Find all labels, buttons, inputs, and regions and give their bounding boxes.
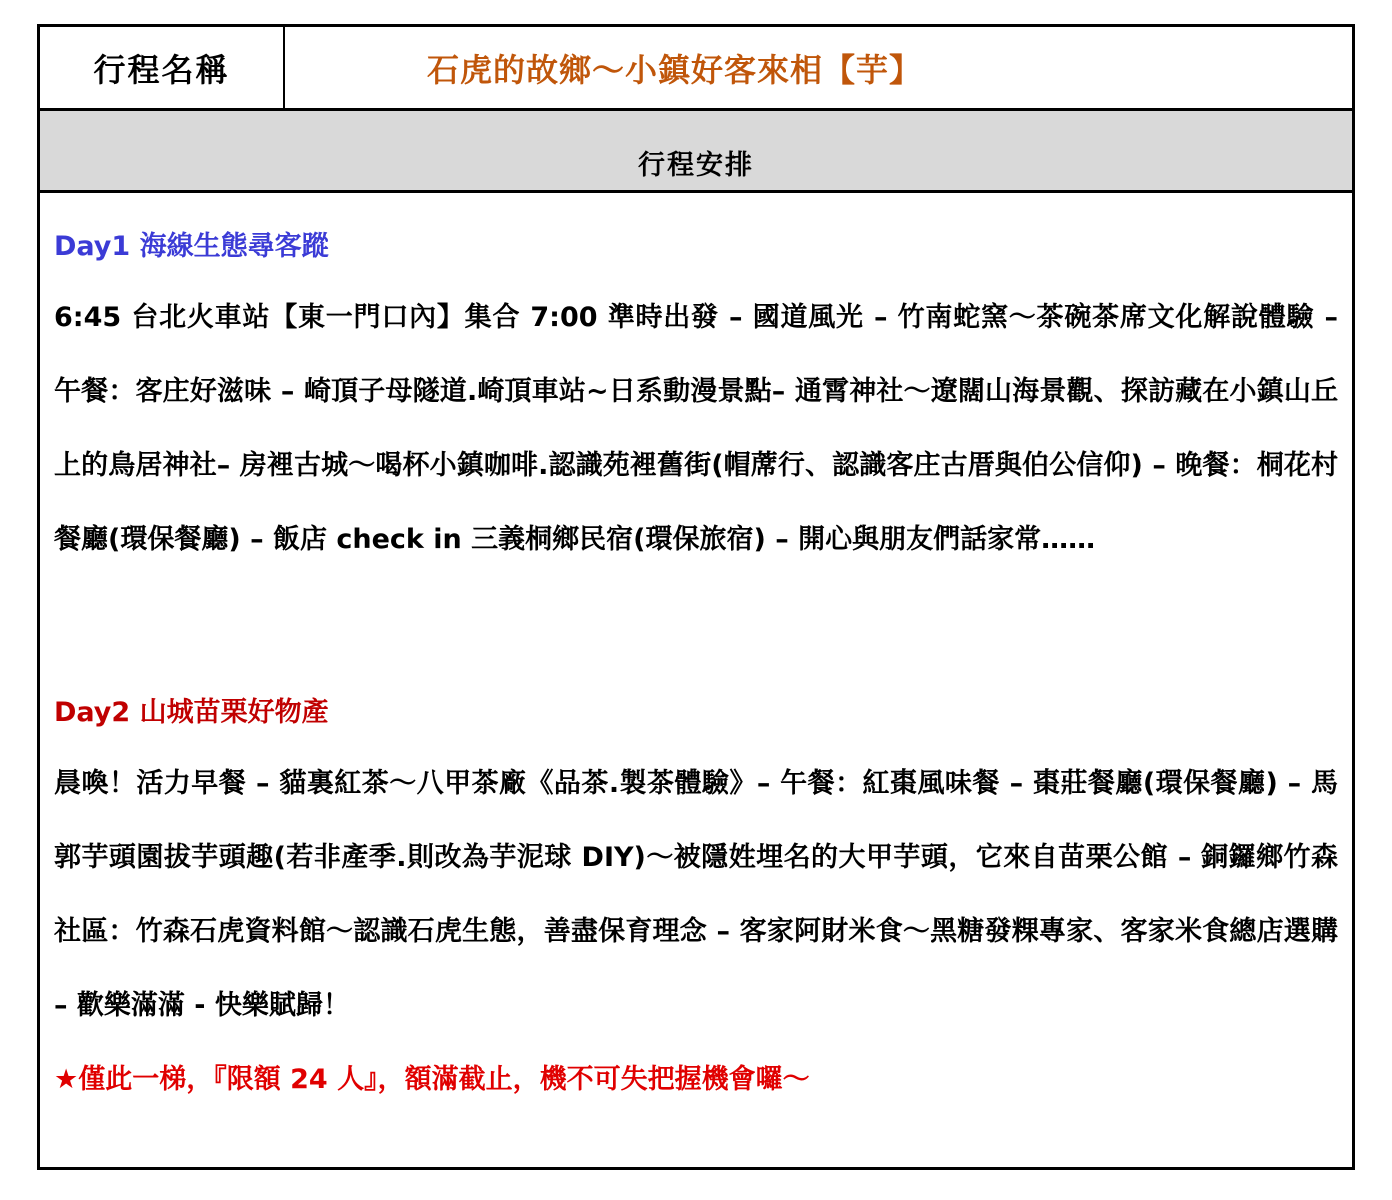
schedule-header-row <box>40 111 1352 193</box>
schedule-body <box>40 193 1352 1167</box>
itinerary-name-label-cell <box>40 27 285 108</box>
itinerary-name-row <box>40 27 1352 111</box>
day1-block <box>54 227 1338 577</box>
itinerary-table <box>37 24 1355 1170</box>
day2-heading: Day2 山城苗栗好物產 <box>54 697 329 728</box>
itinerary-name-label: 行程名稱 <box>93 50 230 89</box>
day2-description: 晨喚！活力早餐 – 貓裏紅茶～八甲茶廠《品茶.製茶體驗》– 午餐：紅棗風味餐 – 棗莊餐廳(環保餐廳) – 馬郭芋頭園拔芋頭趣(若非產季.則改為芋泥球 DIY)～被隱姓埋名的大甲芋頭，它來自苗栗公館 – 銅鑼鄉竹森社區：竹森石虎資料館～認識石虎生態，善盡保育理念 – 客家阿財米食～黑糖發粿專家、客家米食總店選購 – 歡樂滿滿 - 快樂賦歸！ <box>54 768 1338 1021</box>
limited-seats-note: ★僅此一梯，『限額 24 人』，額滿截止，機不可失把握機會囉～ <box>54 1064 810 1095</box>
itinerary-title: 石虎的故鄉～小鎮好客來相【芋】 <box>427 50 923 89</box>
itinerary-name-value-cell <box>285 27 1352 108</box>
day1-heading: Day1 海線生態尋客蹤 <box>54 231 329 262</box>
day1-description: 6:45 台北火車站【東一門口內】集合 7:00 準時出發 – 國道風光 – 竹南蛇窯～茶碗茶席文化解說體驗 – 午餐：客庄好滋味 – 崎頂子母隧道.崎頂車站~日系動漫景點– 通霄神社～遼闊山海景觀、探訪藏在小鎮山丘上的鳥居神社– 房裡古城～喝杯小鎮咖啡.認識苑裡舊街(帽蓆行、認識客庄古厝與伯公信仰) – 晚餐：桐花村餐廳(環保餐廳) – 飯店 check in 三義桐鄉民宿(環保旅宿) – 開心與朋友們話家常…… <box>54 302 1338 555</box>
schedule-heading: 行程安排 <box>638 150 754 181</box>
day2-block <box>54 693 1338 1043</box>
